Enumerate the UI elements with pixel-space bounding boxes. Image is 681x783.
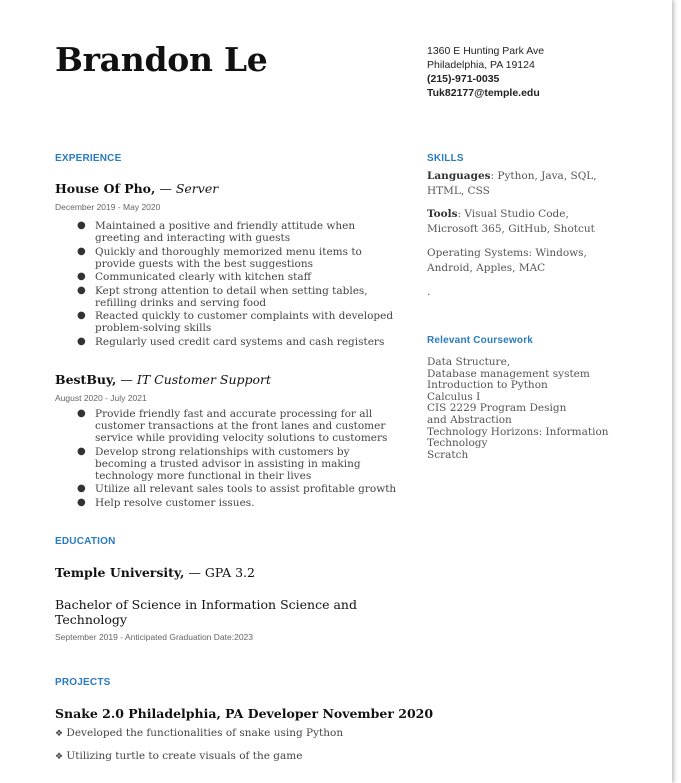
school-line: [55, 565, 255, 580]
list-item: ● Regularly used credit card systems and cash registers: [77, 335, 385, 348]
gpa: GPA 3.2: [204, 565, 255, 580]
job-2-role: IT Customer Support: [136, 372, 272, 387]
email-address: Tuk82177@temple.edu: [427, 87, 540, 99]
project-item: ❖ Developed the functionalities of snake using Python: [55, 727, 344, 739]
list-item: Scratch: [427, 448, 469, 461]
diamond-bullet-icon: ❖: [55, 729, 64, 739]
languages-label: Languages: [427, 170, 491, 182]
bullet-icon: ●: [77, 284, 86, 296]
job-1-role: Server: [175, 181, 219, 196]
experience-heading: EXPERIENCE: [55, 153, 122, 164]
project-item: ❖ Utilizing turtle to create visuals of the game: [55, 750, 303, 762]
list-item: ● Provide friendly fast and accurate processing for all customer transactions at the front lanes and customer service while providing velocity solutions to customers: [77, 408, 388, 444]
bullet-icon: ●: [77, 271, 86, 282]
job-2-dash: —: [120, 372, 133, 387]
job-2-title: [55, 372, 271, 387]
list-item: CIS 2229 Program Design and Abstraction: [427, 402, 567, 426]
skills-tools: [427, 207, 597, 237]
education-dates: September 2019 - Anticipated Graduation Date:2023: [55, 632, 253, 642]
bullet-icon: ●: [77, 496, 86, 508]
bullet-icon: ●: [77, 335, 86, 347]
school-dash: —: [188, 565, 201, 580]
coursework-list: [427, 357, 617, 461]
job-2-org: BestBuy,: [55, 372, 117, 387]
address-line-1: 1360 E Hunting Park Ave: [427, 45, 545, 57]
list-item: ● Communicated clearly with kitchen staff: [77, 271, 312, 283]
address-line-2: Philadelphia, PA 19124: [427, 59, 535, 71]
list-item: ● Reacted quickly to customer complaints with developed problem-solving skills: [77, 310, 394, 334]
job-1-title: [55, 181, 218, 196]
project-title: Snake 2.0 Philadelphia, PA Developer November 2020: [55, 706, 434, 721]
list-item: ● Maintained a positive and friendly attitude when greeting and interacting with guests: [77, 220, 356, 244]
skills-languages: [427, 169, 597, 199]
job-1-dash: —: [159, 181, 172, 196]
skills-heading: SKILLS: [427, 153, 464, 164]
degree: Bachelor of Science in Information Science and Technology: [55, 597, 357, 627]
list-item: ● Utilize all relevant sales tools to assist profitable growth: [77, 483, 397, 495]
bullet-icon: ●: [77, 220, 86, 231]
job-2-bullets: [55, 408, 401, 510]
list-item: ● Quickly and thoroughly memorized menu items to provide guests with the best suggestions: [77, 245, 362, 270]
job-1-org: House Of Pho,: [55, 181, 156, 196]
resume-name: Brandon Le: [55, 40, 268, 79]
list-item: Calculus I: [427, 390, 481, 403]
school-name: Temple University,: [55, 565, 185, 580]
projects-heading: PROJECTS: [55, 677, 111, 688]
job-2-dates: August 2020 - July 2021: [55, 393, 147, 403]
contact-block: [427, 44, 544, 100]
diamond-bullet-icon: ❖: [55, 752, 64, 762]
languages-value: : Python, Java, SQL, HTML, CSS: [427, 170, 597, 197]
bullet-icon: ●: [77, 445, 86, 457]
list-item: Technology Horizons: Information Technology: [427, 425, 609, 450]
skills-dot: .: [427, 286, 431, 298]
list-item: ● Help resolve customer issues.: [77, 496, 255, 509]
list-item: ● Kept strong attention to detail when setting tables, refilling drinks and serving food: [77, 284, 368, 309]
phone-number: (215)-971-0035: [427, 73, 500, 85]
job-1-bullets: [55, 220, 401, 349]
list-item: ● Develop strong relationships with customers by becoming a trusted advisor in assisting in making technology more functional in their lives: [77, 445, 361, 482]
tools-label: Tools: [427, 208, 458, 220]
list-item: Data Structure,: [427, 356, 511, 368]
bullet-icon: ●: [77, 310, 86, 321]
bullet-icon: ●: [77, 483, 86, 494]
coursework-heading: Relevant Coursework: [427, 335, 534, 346]
list-item: Introduction to Python: [427, 379, 548, 392]
education-heading: EDUCATION: [55, 536, 116, 547]
job-1-dates: December 2019 - May 2020: [55, 202, 161, 212]
tools-value: : Visual Studio Code, Microsoft 365, GitHub, Shotcut: [427, 208, 595, 235]
skills-os: Operating Systems: Windows, Android, Apples, MAC: [427, 247, 587, 274]
bullet-icon: ●: [77, 245, 86, 257]
bullet-icon: ●: [77, 408, 86, 419]
list-item: Database management system: [427, 367, 590, 380]
